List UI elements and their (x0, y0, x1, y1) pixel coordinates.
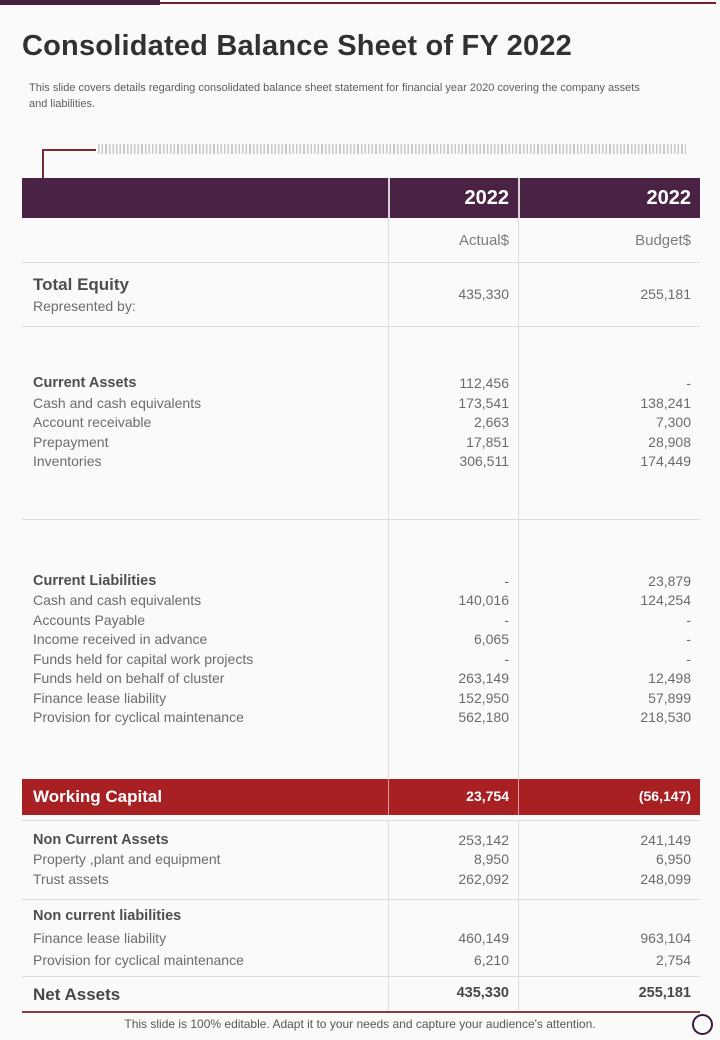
row-label: Cash and cash equivalents (33, 592, 202, 608)
page-title: Consolidated Balance Sheet of FY 2022 (22, 30, 572, 62)
block-label: Represented by: (33, 298, 136, 314)
block-non-current-assets (22, 820, 700, 900)
block-label: Working Capital (33, 787, 163, 806)
footer-note: This slide is 100% editable. Adapt it to your needs and capture your audience's attention. (124, 1017, 596, 1031)
subheader-budget-cell (518, 218, 700, 262)
block-current-assets (22, 327, 700, 520)
block-total-equity (22, 263, 700, 327)
row-actual-value: - (504, 650, 509, 667)
row-label: Account receivable (33, 414, 152, 431)
block-total-equity-budget-column (518, 263, 700, 326)
page-subtitle: This slide covers details regarding consolidated balance sheet statement for financial year 2020 covering the company assets and liabilities. (29, 82, 640, 110)
row-budget-value: - (686, 650, 691, 667)
block-non-current-liabilities-actual-column (388, 900, 518, 976)
block-budget-value: (56,147) (638, 788, 691, 805)
block-label: Net Assets (33, 984, 121, 1004)
subheader-label-cell (22, 218, 388, 262)
row-budget-value: 57,899 (648, 689, 691, 706)
row-actual-value: 8,950 (473, 851, 509, 868)
row-actual-value (505, 905, 509, 927)
block-net-assets-budget-column (518, 977, 700, 1011)
row-budget-value: 241,149 (640, 831, 691, 848)
row-label: Non Current Assets (33, 831, 169, 848)
row-budget-value (687, 905, 691, 927)
row-actual-value: 112,456 (459, 375, 509, 392)
row-budget-value: 12,498 (648, 670, 691, 686)
row-label: Trust assets (33, 870, 109, 887)
circle-icon (692, 1014, 713, 1035)
row-label: Provision for cyclical maintenance (33, 952, 244, 968)
year-header-budget: 2022 (646, 186, 691, 209)
row-budget-value: 963,104 (640, 930, 691, 946)
row-budget-value: 138,241 (640, 394, 691, 411)
block-actual-value: 435,330 (458, 285, 509, 302)
block-net-assets-labels (22, 977, 388, 1011)
block-non-current-liabilities-budget-column (518, 900, 700, 976)
row-budget-value: 2,754 (655, 952, 691, 968)
block-net-assets-actual-column (388, 977, 518, 1011)
block-working-capital (22, 779, 700, 815)
block-label: Total Equity (33, 275, 130, 294)
table-subheader-row (22, 218, 700, 263)
row-actual-value: 2,663 (473, 414, 509, 431)
year-header-actual: 2022 (464, 186, 509, 209)
row-actual-value: - (504, 572, 509, 589)
block-current-liabilities (22, 520, 700, 779)
block-current-liabilities-actual-column (388, 520, 518, 779)
block-total-equity-labels (22, 263, 388, 326)
row-budget-value: 218,530 (640, 709, 691, 725)
block-non-current-liabilities-labels (22, 900, 388, 976)
row-label: Current Liabilities (33, 572, 157, 589)
row-budget-value: 124,254 (640, 592, 691, 608)
row-budget-value: 23,879 (648, 572, 691, 589)
row-actual-value: 263,149 (458, 670, 509, 686)
row-actual-value: 173,541 (458, 394, 509, 411)
block-working-capital-labels (22, 779, 388, 815)
block-current-assets-actual-column (388, 327, 518, 519)
row-label: Property ,plant and equipment (33, 851, 221, 868)
block-budget-value: 255,181 (640, 285, 691, 302)
row-budget-value: 248,099 (640, 870, 691, 887)
row-label: Prepayment (33, 433, 109, 450)
row-actual-value: 262,092 (458, 870, 509, 887)
block-total-equity-actual-column (388, 263, 518, 326)
block-working-capital-budget-column (518, 779, 700, 815)
row-label: Cash and cash equivalents (33, 394, 202, 411)
subheader-actual-cell (388, 218, 518, 262)
row-actual-value: 6,065 (473, 631, 509, 647)
row-label: Finance lease liability (33, 930, 167, 946)
row-label: Inventories (33, 453, 102, 470)
row-budget-value: 174,449 (640, 453, 691, 470)
block-non-current-assets-budget-column (518, 821, 700, 899)
row-budget-value: - (686, 375, 691, 392)
block-current-assets-budget-column (518, 327, 700, 519)
row-budget-value: 28,908 (648, 433, 691, 450)
row-budget-value: - (686, 631, 691, 647)
subheader-budget-label: Budget$ (635, 231, 691, 249)
ruler-ticks-decoration (98, 144, 686, 154)
row-actual-value: 152,950 (458, 689, 509, 706)
row-budget-value: 7,300 (655, 414, 691, 431)
table-header-row (22, 178, 700, 218)
block-working-capital-actual-column (388, 779, 518, 815)
row-label: Non current liabilities (33, 908, 182, 924)
top-accent-bar (0, 0, 160, 5)
block-non-current-liabilities (22, 900, 700, 977)
block-actual-value: 23,754 (466, 788, 509, 805)
row-label: Funds held on behalf of cluster (33, 670, 225, 686)
header-budget-cell (518, 178, 700, 218)
row-actual-value: 460,149 (458, 930, 509, 946)
block-current-assets-labels (22, 327, 388, 519)
row-label: Income received in advance (33, 631, 208, 647)
block-non-current-assets-labels (22, 821, 388, 899)
row-label: Current Assets (33, 375, 137, 392)
block-actual-value: 435,330 (456, 985, 509, 1002)
block-current-liabilities-budget-column (518, 520, 700, 779)
row-label: Provision for cyclical maintenance (33, 709, 244, 725)
row-label: Accounts Payable (33, 611, 146, 628)
top-accent-line (160, 2, 716, 4)
row-actual-value: 140,016 (458, 592, 509, 608)
block-non-current-assets-actual-column (388, 821, 518, 899)
row-actual-value: 306,511 (459, 453, 509, 470)
block-budget-value: 255,181 (638, 985, 691, 1002)
balance-sheet-table (22, 178, 700, 1013)
block-net-assets (22, 977, 700, 1011)
row-actual-value: 17,851 (466, 433, 509, 450)
header-label-cell (22, 178, 388, 218)
header-actual-cell (388, 178, 518, 218)
table-blocks (22, 263, 700, 1011)
row-actual-value: 562,180 (458, 709, 509, 725)
row-actual-value: - (504, 611, 509, 628)
row-budget-value: - (686, 611, 691, 628)
row-actual-value: 6,210 (473, 952, 509, 968)
row-label: Finance lease liability (33, 689, 167, 706)
block-current-liabilities-labels (22, 520, 388, 779)
row-budget-value: 6,950 (655, 851, 691, 868)
subheader-actual-label: Actual$ (458, 231, 509, 249)
row-actual-value: 253,142 (458, 831, 509, 848)
bracket-decoration-icon (42, 149, 96, 178)
row-label: Funds held for capital work projects (33, 650, 254, 667)
